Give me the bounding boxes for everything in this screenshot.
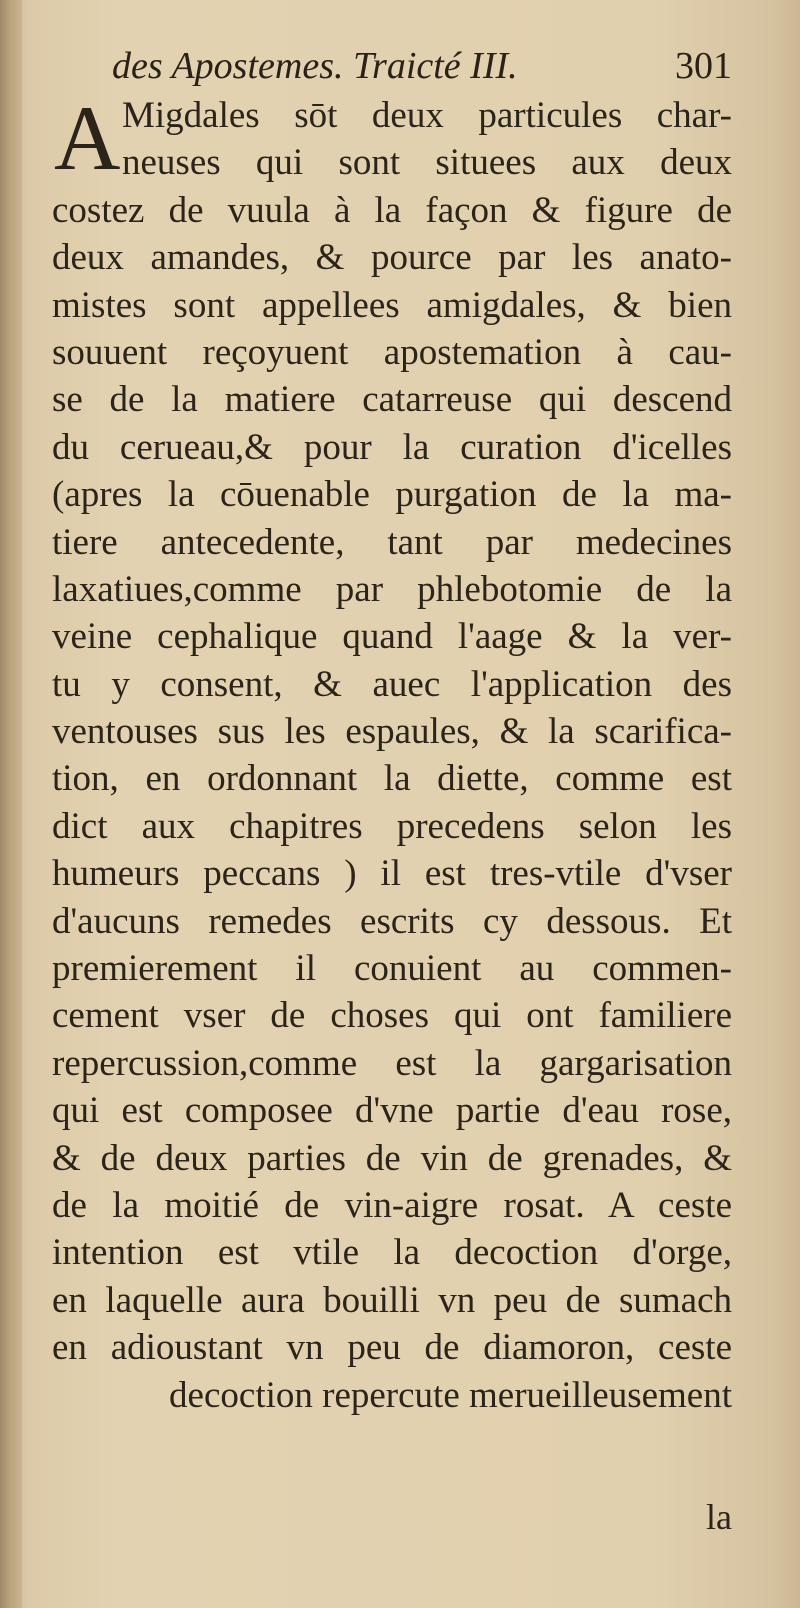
text-line: en laquelle aura bouilli vn peu de sumach [52,1279,732,1321]
text-line: se de la matiere catarreuse qui descend [52,379,732,421]
text-line: (apres la cōuenable purgation de la ma- [52,474,732,516]
text-line: & de deux parties de vin de grenades, & [52,1137,732,1179]
text-line: repercussion,comme est la gargarisation [52,1042,732,1084]
text-line: Migdales sōt deux particules char- [122,95,732,136]
text-line: qui est composee d'vne partie d'eau rose, [52,1090,732,1132]
page-gutter [0,0,22,1608]
page-number: 301 [675,45,732,87]
text-line: tiere antecedente, tant par medecines [52,521,732,563]
running-head [112,44,732,94]
text-line: humeurs peccans ) il est tres-vtile d'vser [52,853,732,895]
text-line: ventouses sus les espaules, & la scarifica- [52,711,732,753]
body-text [52,87,732,1419]
text-line: costez de vuula à la façon & figure de [52,189,732,231]
text-line: deux amandes, & pource par les anato- [52,237,732,279]
text-line: de la moitié de vin-aigre rosat. A ceste [52,1184,732,1226]
text-line: premierement il conuient au commen- [52,948,732,990]
catchword: la [706,1497,732,1537]
text-line: tion, en ordonnant la diette, comme est [52,758,732,800]
running-head-title: des Apostemes. Traicté III. [112,45,518,87]
drop-cap: A [54,87,121,189]
text-line: laxatiues,comme par phlebotomie de la [52,568,732,610]
text-line: du cerueau,& pour la curation d'icelles [52,426,732,468]
text-line: cement vser de choses qui ont familiere [52,995,732,1037]
text-line: tu y consent, & auec l'application des [52,663,732,705]
text-line: souuent reçoyuent apostemation à cau- [52,331,732,373]
text-line: decoction repercute merueilleusement [169,1374,732,1416]
text-line: veine cephalique quand l'aage & la ver- [52,616,732,658]
text-line: neuses qui sont situees aux deux [122,142,732,184]
text-line: intention est vtile la decoction d'orge, [52,1232,732,1274]
text-line: d'aucuns remedes escrits cy dessous. Et [52,900,732,942]
text-line: en adioustant vn peu de diamoron, ceste [52,1327,732,1369]
text-line: mistes sont appellees amigdales, & bien [52,284,732,326]
text-line: dict aux chapitres precedens selon les [52,805,732,847]
